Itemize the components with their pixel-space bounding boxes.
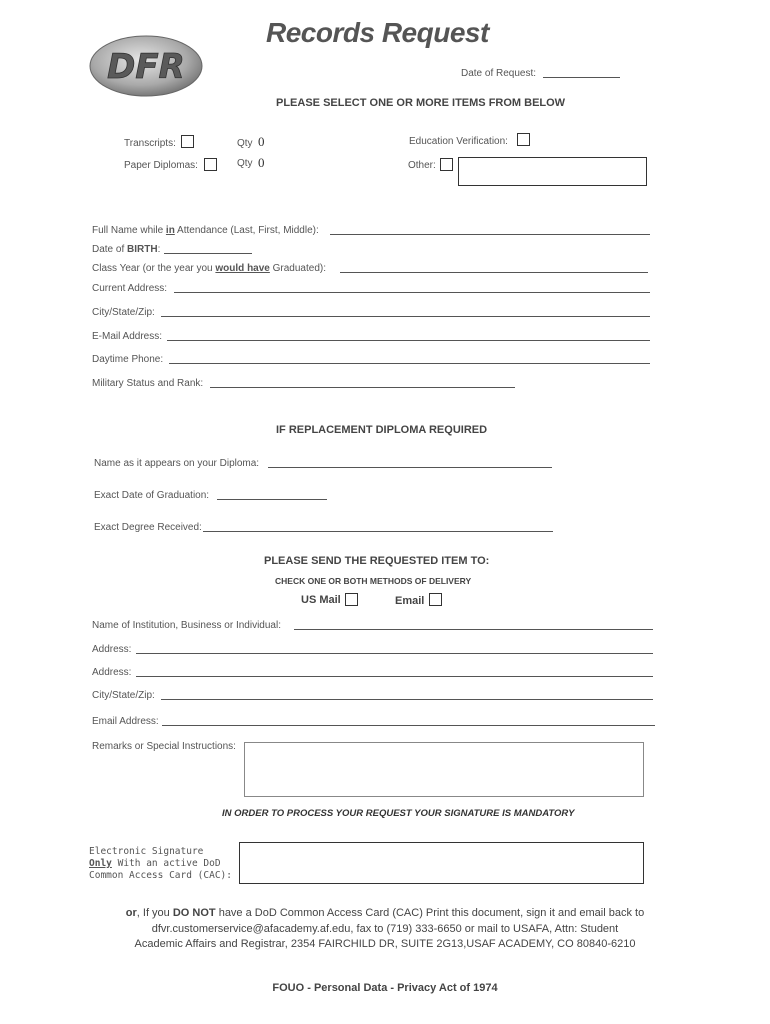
degree-received-field[interactable] xyxy=(203,531,553,532)
dob-label: Date of BIRTH: xyxy=(92,244,161,255)
diploma-name-field[interactable] xyxy=(268,467,552,468)
logo-text: DFR xyxy=(107,47,185,87)
us-mail-label: US Mail xyxy=(301,594,341,606)
dfr-logo xyxy=(88,34,204,98)
delivery-address1-label: Address: xyxy=(92,644,132,655)
email-label: E-Mail Address: xyxy=(92,331,163,342)
education-verification-label: Education Verification: xyxy=(409,136,508,147)
daytime-phone-field[interactable] xyxy=(169,363,650,364)
us-mail-checkbox[interactable] xyxy=(345,593,358,606)
education-verification-checkbox[interactable] xyxy=(517,133,530,146)
diploma-name-label: Name as it appears on your Diploma: xyxy=(94,458,260,469)
replacement-heading: IF REPLACEMENT DIPLOMA REQUIRED xyxy=(276,424,488,436)
date-of-request-label: Date of Request: xyxy=(461,68,537,79)
military-status-label: Military Status and Rank: xyxy=(92,378,204,389)
current-address-label: Current Address: xyxy=(92,283,168,294)
class-year-field[interactable] xyxy=(340,272,648,273)
paper-diplomas-checkbox[interactable] xyxy=(204,158,217,171)
remarks-field[interactable] xyxy=(244,742,644,797)
delivery-subheading: CHECK ONE OR BOTH METHODS OF DELIVERY xyxy=(275,576,472,586)
degree-received-label: Exact Degree Received: xyxy=(94,522,202,533)
institution-field[interactable] xyxy=(294,629,653,630)
transcripts-qty-value[interactable]: 0 xyxy=(258,134,265,149)
date-of-request-field[interactable] xyxy=(543,77,620,78)
delivery-heading: PLEASE SEND THE REQUESTED ITEM TO: xyxy=(264,555,490,567)
diplomas-qty-value[interactable]: 0 xyxy=(258,155,265,170)
remarks-label: Remarks or Special Instructions: xyxy=(92,741,236,752)
delivery-email-field[interactable] xyxy=(162,725,655,726)
email-delivery-label: Email xyxy=(395,595,425,607)
electronic-signature-field[interactable] xyxy=(239,842,644,884)
graduation-date-field[interactable] xyxy=(217,499,327,500)
diplomas-qty-label: Qty xyxy=(237,158,253,169)
graduation-date-label: Exact Date of Graduation: xyxy=(94,490,210,501)
page-title: Records Request xyxy=(266,17,489,48)
institution-label: Name of Institution, Business or Individual: xyxy=(92,620,281,631)
transcripts-qty-label: Qty xyxy=(237,138,253,149)
other-checkbox[interactable] xyxy=(440,158,453,171)
delivery-city-label: City/State/Zip: xyxy=(92,690,155,701)
dob-field[interactable] xyxy=(164,253,252,254)
electronic-signature-label: Electronic Signature Only With an active DoD Common Access Card (CAC): xyxy=(89,846,232,881)
full-name-label: Full Name while in Attendance (Last, First, Middle): xyxy=(92,225,319,236)
paper-diplomas-label: Paper Diplomas: xyxy=(124,160,198,171)
transcripts-checkbox[interactable] xyxy=(181,135,194,148)
transcripts-label: Transcripts: xyxy=(124,138,176,149)
delivery-city-field[interactable] xyxy=(161,699,653,700)
daytime-phone-label: Daytime Phone: xyxy=(92,354,164,365)
city-state-zip-label: City/State/Zip: xyxy=(92,307,155,318)
email-delivery-checkbox[interactable] xyxy=(429,593,442,606)
items-heading: PLEASE SELECT ONE OR MORE ITEMS FROM BELOW xyxy=(276,97,566,109)
privacy-footer: FOUO - Personal Data - Privacy Act of 1974 xyxy=(272,982,498,994)
military-status-field[interactable] xyxy=(210,387,515,388)
current-address-field[interactable] xyxy=(174,292,650,293)
full-name-field[interactable] xyxy=(330,234,650,235)
delivery-email-label: Email Address: xyxy=(92,716,159,727)
class-year-label: Class Year (or the year you would have Graduated): xyxy=(92,263,327,274)
delivery-address2-label: Address: xyxy=(92,667,132,678)
other-label: Other: xyxy=(408,160,436,171)
delivery-address2-field[interactable] xyxy=(136,676,653,677)
email-field[interactable] xyxy=(167,340,650,341)
city-state-zip-field[interactable] xyxy=(161,316,650,317)
other-text-field[interactable] xyxy=(458,157,647,186)
instructions-text: or, If you DO NOT have a DoD Common Access Card (CAC) Print this document, sign it and email back to dfvr.customerservice@afacademy.af.edu, fax to (719) 333-6650 or mail to USAFA, Attn: Student Academic Affairs and Registrar, 2354 FAIRCHILD DR, SUITE 2G13,USAF ACADEMY, CO 80840-6210 xyxy=(125,907,645,950)
delivery-address1-field[interactable] xyxy=(136,653,653,654)
signature-mandatory-note: IN ORDER TO PROCESS YOUR REQUEST YOUR SIGNATURE IS MANDATORY xyxy=(222,808,575,819)
